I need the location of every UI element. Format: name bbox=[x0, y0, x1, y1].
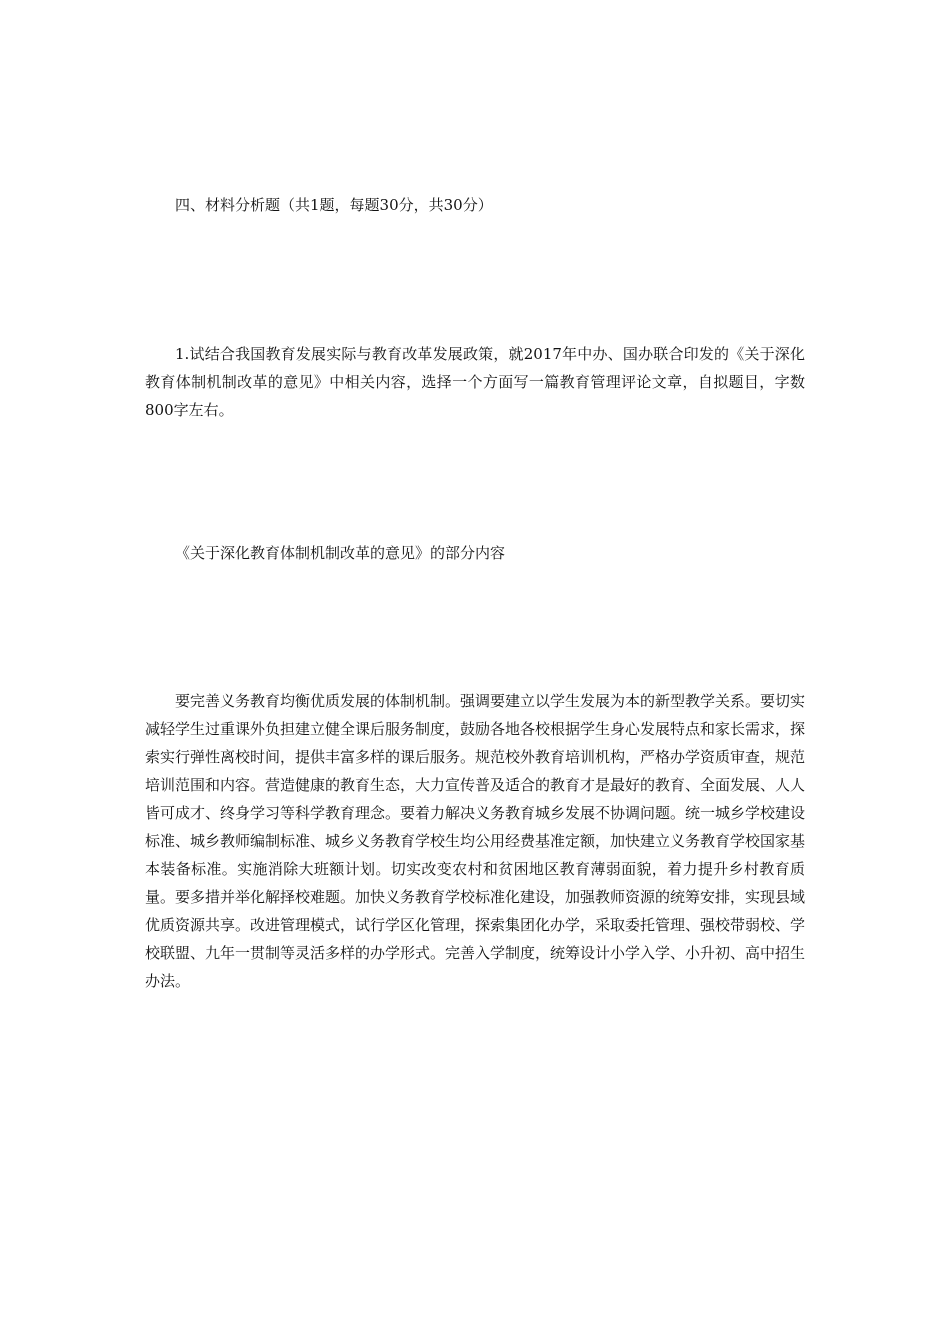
section-heading: 四、材料分析题（共1题，每题30分，共30分） bbox=[175, 196, 493, 214]
question-text: 1.试结合我国教育发展实际与教育改革发展政策，就2017年中办、国办联合印发的《关于深化教育体制机制改革的意见》中相关内容，选择一个方面写一篇教育管理评论文章，自拟题目，字数800字左右。 bbox=[145, 345, 805, 419]
material-title: 《关于深化教育体制机制改革的意见》的部分内容 bbox=[175, 544, 506, 562]
material-body: 要完善义务教育均衡优质发展的体制机制。强调要建立以学生发展为本的新型教学关系。要切实减轻学生过重课外负担建立健全课后服务制度，鼓励各地各校根据学生身心发展特点和家长需求，探索实行弹性离校时间，提供丰富多样的课后服务。规范校外教育培训机构，严格办学资质审查，规范培训范围和内容。营造健康的教育生态，大力宣传普及适合的教育才是最好的教育、全面发展、人人皆可成才、终身学习等科学教育理念。要着力解决义务教育城乡发展不协调问题。统一城乡学校建设标准、城乡教师编制标准、城乡义务教育学校生均公用经费基准定额，加快建立义务教育学校国家基本装备标准。实施消除大班额计划。切实改变农村和贫困地区教育薄弱面貌，着力提升乡村教育质量。要多措并举化解择校难题。加快义务教育学校标准化建设，加强教师资源的统筹安排，实现县域优质资源共享。改进管理模式，试行学区化管理，探索集团化办学，采取委托管理、强校带弱校、学校联盟、九年一贯制等灵活多样的办学形式。完善入学制度，统筹设计小学入学、小升初、高中招生办法。 bbox=[145, 692, 806, 990]
